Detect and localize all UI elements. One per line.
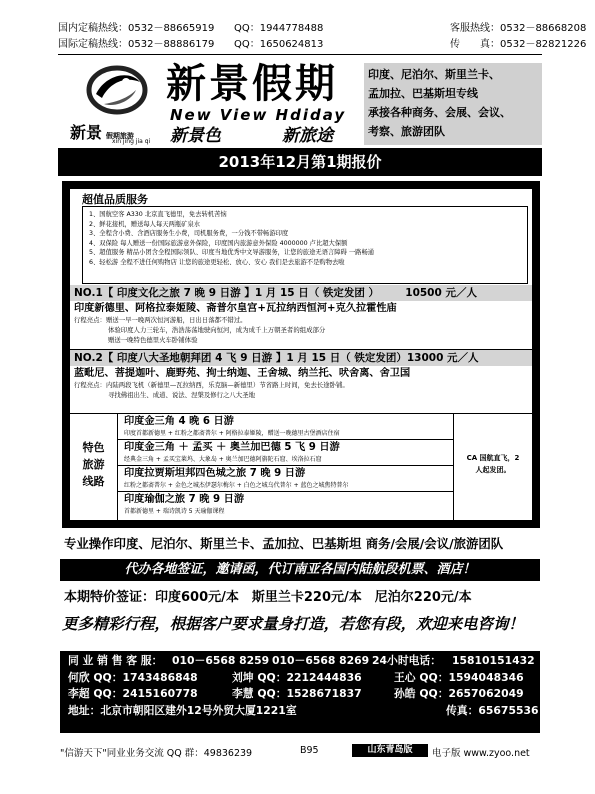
tour-1-detail: 赠送一晚特色德里火车卧铺体验 <box>108 335 198 344</box>
domestic-hotline-phone: 0532－88665919 <box>128 23 215 34</box>
service-item: 4、双保险 每人赠送一份国际旅游意外保险，印度国内旅游意外保险 4000000 卢比超大保额 <box>89 239 348 247</box>
tour-2-detail: 寻找佛祖出生、成道、说法、涅槃及修行之八大圣地 <box>108 390 255 399</box>
intl-qq: QQ：1650624813 <box>234 39 324 50</box>
intl-hotline-phone: 0532－88886179 <box>128 39 215 50</box>
header-divider <box>58 54 542 55</box>
specialty-line: 考察、旅游团队 <box>368 125 445 138</box>
footer-edition-badge: 山东青岛版 <box>352 744 428 757</box>
specialty-line: 印度、尼泊尔、斯里兰卡、 <box>368 68 500 81</box>
consult-slogan: 更多精彩行程，根据客户要求量身打造，若您有段，欢迎来电咨询！ <box>62 615 524 633</box>
brand-slogan-right: 新旅途 <box>282 126 333 146</box>
special-route-item: 印度瑜伽之旅 7 晚 9 日游 首都新德里 + 瑞诗凯诗 5 天瑜伽课程 <box>124 494 245 515</box>
service-title: 超值品质服务 <box>82 193 148 206</box>
brand-name-en: New View Hdiday <box>170 106 347 124</box>
visa-special-price: 本期特价签证：印度600元/本 斯里兰卡220元/本 尼泊尔220元/本 <box>64 590 472 605</box>
special-routes <box>70 413 532 521</box>
specialty-line: 孟加拉、巴基斯坦专线 <box>368 87 478 100</box>
special-route-item: 印度金三角 4 晚 6 日游 印度首都新德里 + 红粉之都斋普尔 + 阿格拉泰姬陵，赠送一晚德里古堡酒店住宿 <box>118 414 453 440</box>
professional-line: 专业操作印度、尼泊尔、斯里兰卡、孟加拉、巴基斯坦 商务/会展/会议/旅游团队 <box>64 536 504 551</box>
price-frame <box>62 181 540 528</box>
service-item: 6、轻松游 全程不进任何购物店 让您的旅途更轻松、放心、安心 我们是去旅游不是购物去啦 <box>89 258 345 266</box>
brand-name-cn: 新景假期 <box>166 61 338 107</box>
special-routes-label: 特色 旅游 线路 <box>70 414 118 521</box>
special-routes-note: CA 国航直飞，2 人起发团。 <box>466 454 520 474</box>
qq-row: 何欣 QQ：1743486848 刘坤 QQ：2212444836 王心 QQ：1594048346 <box>68 670 524 684</box>
service-list <box>82 206 528 284</box>
specialty-line: 承接各种商务、会展、会议、 <box>368 106 511 119</box>
issue-title: 2013年12月第1期报价 <box>58 148 542 176</box>
contact-panel <box>60 651 540 733</box>
service-hotline: 客服热线：0532－88668208 <box>450 23 587 34</box>
service-item: 3、全程含小费、含酒店服务生小费，司机服务费，一分钱不带畅游印度 <box>89 230 289 238</box>
special-routes-list <box>118 414 454 521</box>
tour-1-route: 印度新德里、阿格拉泰姬陵、斋普尔皇宫+瓦拉纳西恒河+克久拉霍性庙 <box>74 303 397 314</box>
domestic-qq: QQ：1944778488 <box>234 23 324 34</box>
fax-hotline: 传 真：0532－82821226 <box>450 39 587 50</box>
specialty-box <box>364 63 542 145</box>
sales-row: 同 业 销 售 客 服： 010－6568 8259 010－6568 8269 24小时电话： 15810151432 <box>68 654 535 667</box>
brand-company-small: 新景 假期旅游 <box>70 123 134 142</box>
footer-page-number: B95 <box>300 745 319 756</box>
special-route-item: 印度金三角 ＋ 孟买 ＋ 奥兰加巴德 5 飞 9 日游 经典金三角 + 孟买宝莱坞、大象岛 + 奥兰加巴德阿旃陀石窟、埃洛拉石窟 <box>118 440 453 466</box>
tour-2 <box>70 349 532 401</box>
special-route-item: 印度拉贾斯坦邦四色城之旅 7 晚 9 日游 红粉之都斋普尔 + 金色之城杰伊瑟尔梅尔 + 白色之城乌代普尔 + 蓝色之城焦特普尔 <box>118 466 453 492</box>
address-row: 地址：北京市朝阳区建外12号外贸大厦1221室 传真：65675536 <box>68 703 539 717</box>
brand-pinyin: xin jing jia qi <box>112 138 151 145</box>
tour-1-detail: 行程亮点：赠送一早一晚两次恒河游船，日出日落都不错过。 <box>74 316 247 324</box>
domestic-hotline-label: 国内定稿热线： <box>58 23 128 34</box>
tour-2-head: NO.2【 印度八大圣地朝拜团 4 飞 9 日游 】1 月 15 日（ 铁定发团）13000 元／人 <box>70 350 532 366</box>
footer-website: 电子版 www.zyoo.net <box>432 748 530 759</box>
service-item: 2、鲜花接机，赠送每人每天两瓶矿泉水 <box>89 220 201 228</box>
tour-2-detail: 行程亮点：内陆两段飞机（新德里—瓦拉纳西，乐克脑—新德里）节省路上时间，免去长途卧铺。 <box>74 381 349 389</box>
tour-1-detail: 体验印度人力三轮车，浩浩荡荡地驶向恒河，成为成千上万朝圣者的组成部分 <box>108 325 326 334</box>
domestic-hotline-row <box>58 22 587 35</box>
service-item: 1、国航空客 A330 北京直飞德里，免去转机苦恼 <box>89 211 227 218</box>
tour-2-route: 蓝毗尼、菩提迦叶、鹿野苑、拘士纳迦、王舍城、纳兰托、吠舍离、舍卫国 <box>74 368 411 379</box>
brand-logo-icon <box>86 64 148 116</box>
tour-1 <box>70 285 532 345</box>
tour-1-head: NO.1【 印度文化之旅 7 晚 9 日游 】1 月 15 日（ 铁定发团 ） 10500 元／人 <box>70 285 532 301</box>
service-item: 5、超值服务 精品小团含全程国际领队、印度当地优秀中文导游服务，让您的旅途无语言障碍 一路畅通 <box>89 249 375 257</box>
visa-service-band: 代办各地签证，邀请函，代订南亚各国内陆航段机票、酒店！ <box>60 559 540 581</box>
brand-slogan-left: 新景色 <box>170 126 221 146</box>
intl-hotline-row <box>58 38 587 51</box>
qq-row: 李超 QQ：2415160778 李慧 QQ：1528671837 孙皓 QQ：2657062049 <box>68 687 524 700</box>
footer-qq-group: "信游天下"同业业务交流 QQ 群：49836239 <box>60 748 253 759</box>
intl-hotline-label: 国际定稿热线： <box>58 39 128 50</box>
